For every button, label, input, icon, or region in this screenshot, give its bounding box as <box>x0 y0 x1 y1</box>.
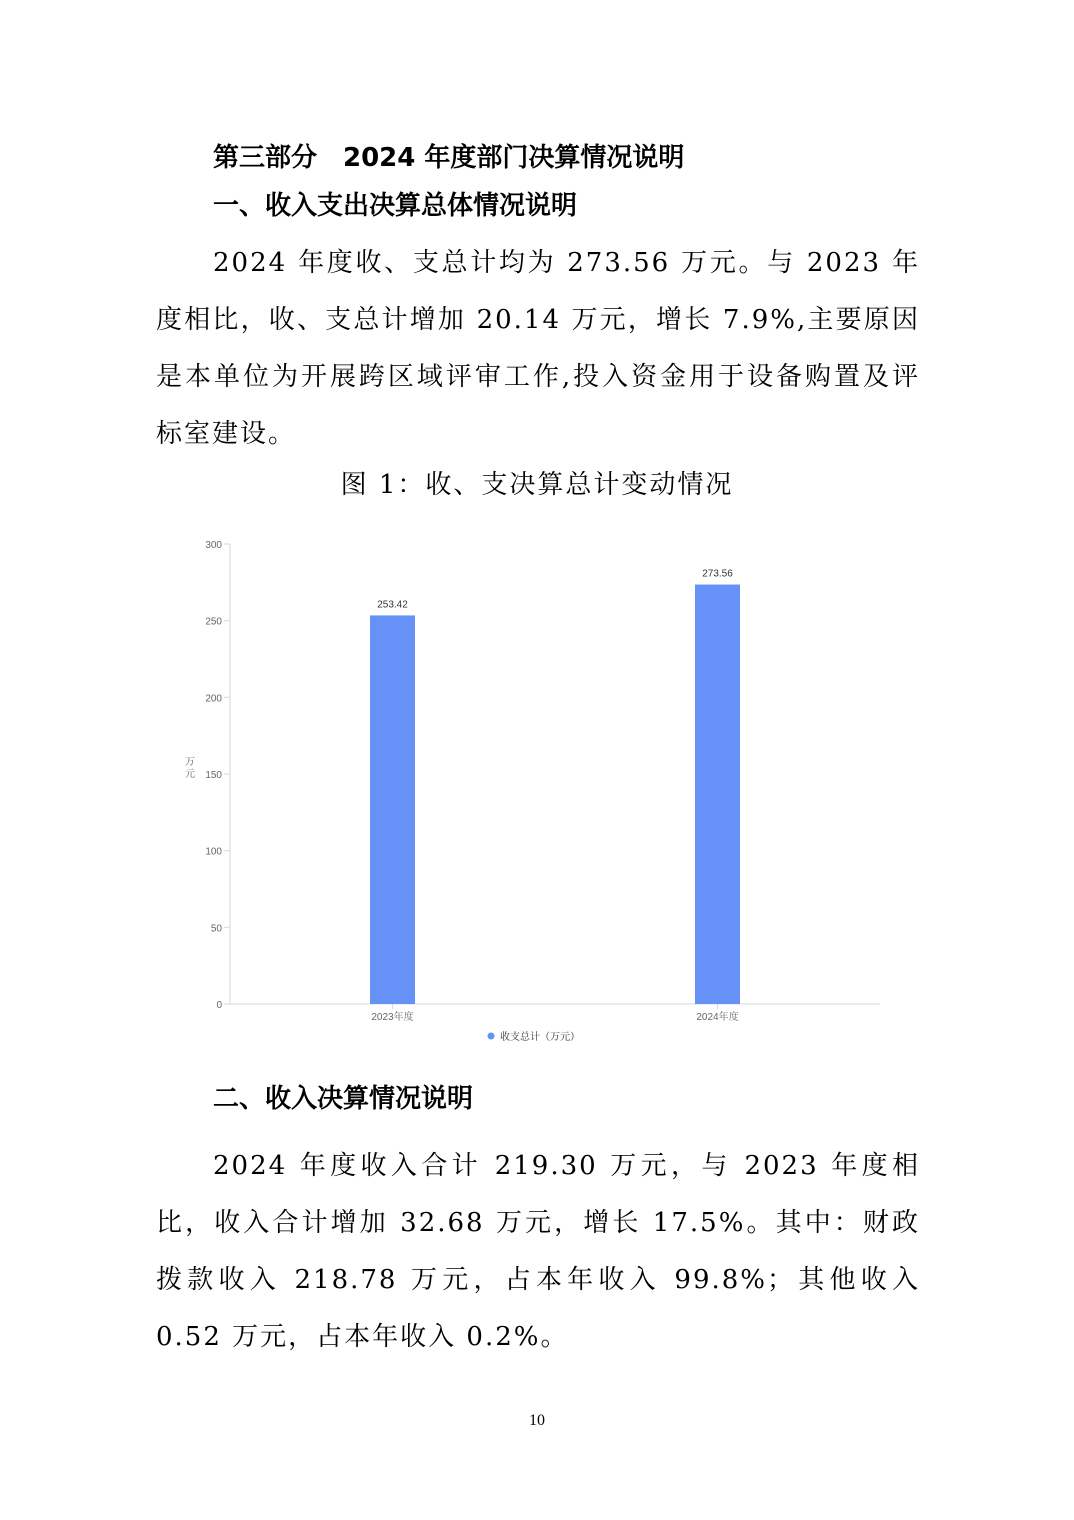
legend-marker <box>488 1033 495 1040</box>
y-tick-label: 150 <box>205 770 222 781</box>
bar-value-label: 273.56 <box>702 568 733 580</box>
heading-overall: 一、收入支出决算总体情况说明 <box>213 191 578 221</box>
figure-caption: 图 1：收、支决算总计变动情况 <box>340 470 734 500</box>
heading-income: 二、收入决算情况说明 <box>213 1084 474 1114</box>
y-tick-label: 300 <box>205 540 222 551</box>
y-tick-label: 0 <box>216 1000 222 1011</box>
section-title: 第三部分 2024 年度部门决算情况说明 <box>213 143 685 173</box>
y-axis-label: 元 <box>185 769 195 780</box>
bar <box>370 615 415 1004</box>
x-tick-label: 2024年度 <box>696 1012 739 1023</box>
legend-label: 收支总计（万元） <box>500 1032 580 1043</box>
y-tick-label: 250 <box>205 616 222 628</box>
x-tick-label: 2023年度 <box>371 1012 414 1023</box>
y-tick-label: 50 <box>210 923 222 935</box>
bar-chart <box>170 530 900 1060</box>
y-axis-label: 万 <box>185 757 195 768</box>
y-tick-label: 200 <box>205 693 222 705</box>
paragraph-overall: 2024 年度收、支总计均为 273.56 万元。与 2023 年度相比，收、支总计增加 20.14 万元，增长 7.9%,主要原因是本单位为开展跨区域评审工作,投入资金用于设备购置及评标室建设。 <box>156 248 920 449</box>
bar <box>695 585 740 1004</box>
page-number: 10 <box>529 1412 545 1429</box>
y-tick-label: 100 <box>205 846 222 858</box>
paragraph-income: 2024 年度收入合计 219.30 万元，与 2023 年度相比，收入合计增加 32.68 万元，增长 17.5%。其中：财政拨款收入 218.78 万元，占本年收入 99.8%；其他收入 0.52 万元，占本年收入 0.2%。 <box>156 1151 920 1352</box>
bar-value-label: 253.42 <box>377 599 408 611</box>
